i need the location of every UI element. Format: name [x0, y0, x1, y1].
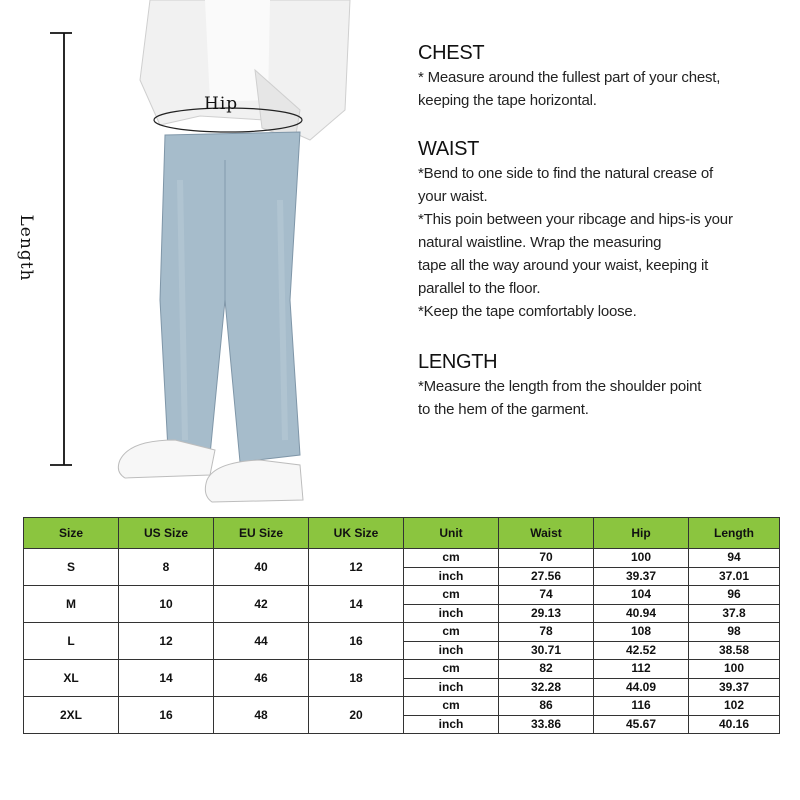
- header-size: Size: [24, 518, 119, 549]
- us-size-cell: 8: [119, 549, 214, 586]
- length-cell: 37.8: [689, 604, 780, 623]
- hip-cell: 108: [594, 623, 689, 642]
- uk-size-cell: 18: [309, 660, 404, 697]
- size-cell: L: [24, 623, 119, 660]
- eu-size-cell: 46: [214, 660, 309, 697]
- waist-line: your waist.: [418, 188, 488, 205]
- waist-cell: 78: [499, 623, 594, 642]
- length-cell: 94: [689, 549, 780, 568]
- header-waist: Waist: [499, 518, 594, 549]
- length-line: *Measure the length from the shoulder point: [418, 378, 702, 395]
- unit-cell: cm: [404, 623, 499, 642]
- waist-cell: 30.71: [499, 641, 594, 660]
- header-length: Length: [689, 518, 780, 549]
- size-cell: 2XL: [24, 697, 119, 734]
- us-size-cell: 12: [119, 623, 214, 660]
- eu-size-cell: 48: [214, 697, 309, 734]
- waist-line: tape all the way around your waist, keeping it: [418, 257, 709, 274]
- chest-title: CHEST: [418, 42, 485, 64]
- waist-line: *Bend to one side to find the natural crease of: [418, 165, 713, 182]
- us-size-cell: 14: [119, 660, 214, 697]
- unit-cell: inch: [404, 567, 499, 586]
- length-measure-label: Length: [16, 214, 36, 282]
- header-eu-size: EU Size: [214, 518, 309, 549]
- waist-line: parallel to the floor.: [418, 280, 541, 297]
- us-size-cell: 10: [119, 586, 214, 623]
- size-cell: XL: [24, 660, 119, 697]
- unit-cell: cm: [404, 586, 499, 605]
- table-row: [24, 586, 780, 605]
- hip-measure-label: Hip: [204, 94, 239, 114]
- length-cell: 39.37: [689, 678, 780, 697]
- waist-title: WAIST: [418, 138, 480, 160]
- length-title: LENGTH: [418, 351, 498, 373]
- length-section: [418, 349, 701, 421]
- waist-line: *Keep the tape comfortably loose.: [418, 303, 637, 320]
- uk-size-cell: 16: [309, 623, 404, 660]
- model-figure: [0, 0, 410, 505]
- uk-size-cell: 14: [309, 586, 404, 623]
- unit-cell: inch: [404, 678, 499, 697]
- length-cell: 100: [689, 660, 780, 679]
- size-cell: S: [24, 549, 119, 586]
- waist-cell: 86: [499, 697, 594, 716]
- chest-line: keeping the tape horizontal.: [418, 92, 597, 109]
- hip-cell: 42.52: [594, 641, 689, 660]
- chest-line: * Measure around the fullest part of your chest,: [418, 69, 721, 86]
- waist-cell: 27.56: [499, 567, 594, 586]
- length-cell: 98: [689, 623, 780, 642]
- table-row: [24, 697, 780, 716]
- hip-cell: 44.09: [594, 678, 689, 697]
- waist-line: *This poin between your ribcage and hips-is your: [418, 211, 733, 228]
- unit-cell: cm: [404, 549, 499, 568]
- size-chart-table: [23, 517, 780, 734]
- header-uk-size: UK Size: [309, 518, 404, 549]
- unit-cell: inch: [404, 641, 499, 660]
- waist-cell: 32.28: [499, 678, 594, 697]
- size-cell: M: [24, 586, 119, 623]
- waist-cell: 74: [499, 586, 594, 605]
- length-line: to the hem of the garment.: [418, 401, 589, 418]
- waist-cell: 29.13: [499, 604, 594, 623]
- unit-cell: cm: [404, 660, 499, 679]
- length-cell: 96: [689, 586, 780, 605]
- unit-cell: cm: [404, 697, 499, 716]
- hip-cell: 112: [594, 660, 689, 679]
- hip-cell: 104: [594, 586, 689, 605]
- eu-size-cell: 40: [214, 549, 309, 586]
- table-header-row: [24, 518, 780, 549]
- header-hip: Hip: [594, 518, 689, 549]
- waist-cell: 70: [499, 549, 594, 568]
- us-size-cell: 16: [119, 697, 214, 734]
- length-cell: 38.58: [689, 641, 780, 660]
- table-row: [24, 623, 780, 642]
- table-row: [24, 660, 780, 679]
- uk-size-cell: 12: [309, 549, 404, 586]
- eu-size-cell: 44: [214, 623, 309, 660]
- header-us-size: US Size: [119, 518, 214, 549]
- chest-section: [418, 40, 720, 112]
- waist-cell: 33.86: [499, 715, 594, 734]
- length-cell: 40.16: [689, 715, 780, 734]
- waist-line: natural waistline. Wrap the measuring: [418, 234, 662, 251]
- unit-cell: inch: [404, 604, 499, 623]
- pants-illustration: [0, 0, 410, 505]
- hip-cell: 40.94: [594, 604, 689, 623]
- hip-cell: 45.67: [594, 715, 689, 734]
- table-row: [24, 549, 780, 568]
- eu-size-cell: 42: [214, 586, 309, 623]
- hip-cell: 39.37: [594, 567, 689, 586]
- waist-cell: 82: [499, 660, 594, 679]
- hip-cell: 116: [594, 697, 689, 716]
- unit-cell: inch: [404, 715, 499, 734]
- hip-cell: 100: [594, 549, 689, 568]
- uk-size-cell: 20: [309, 697, 404, 734]
- header-unit: Unit: [404, 518, 499, 549]
- waist-section: [418, 136, 733, 323]
- length-cell: 37.01: [689, 567, 780, 586]
- length-cell: 102: [689, 697, 780, 716]
